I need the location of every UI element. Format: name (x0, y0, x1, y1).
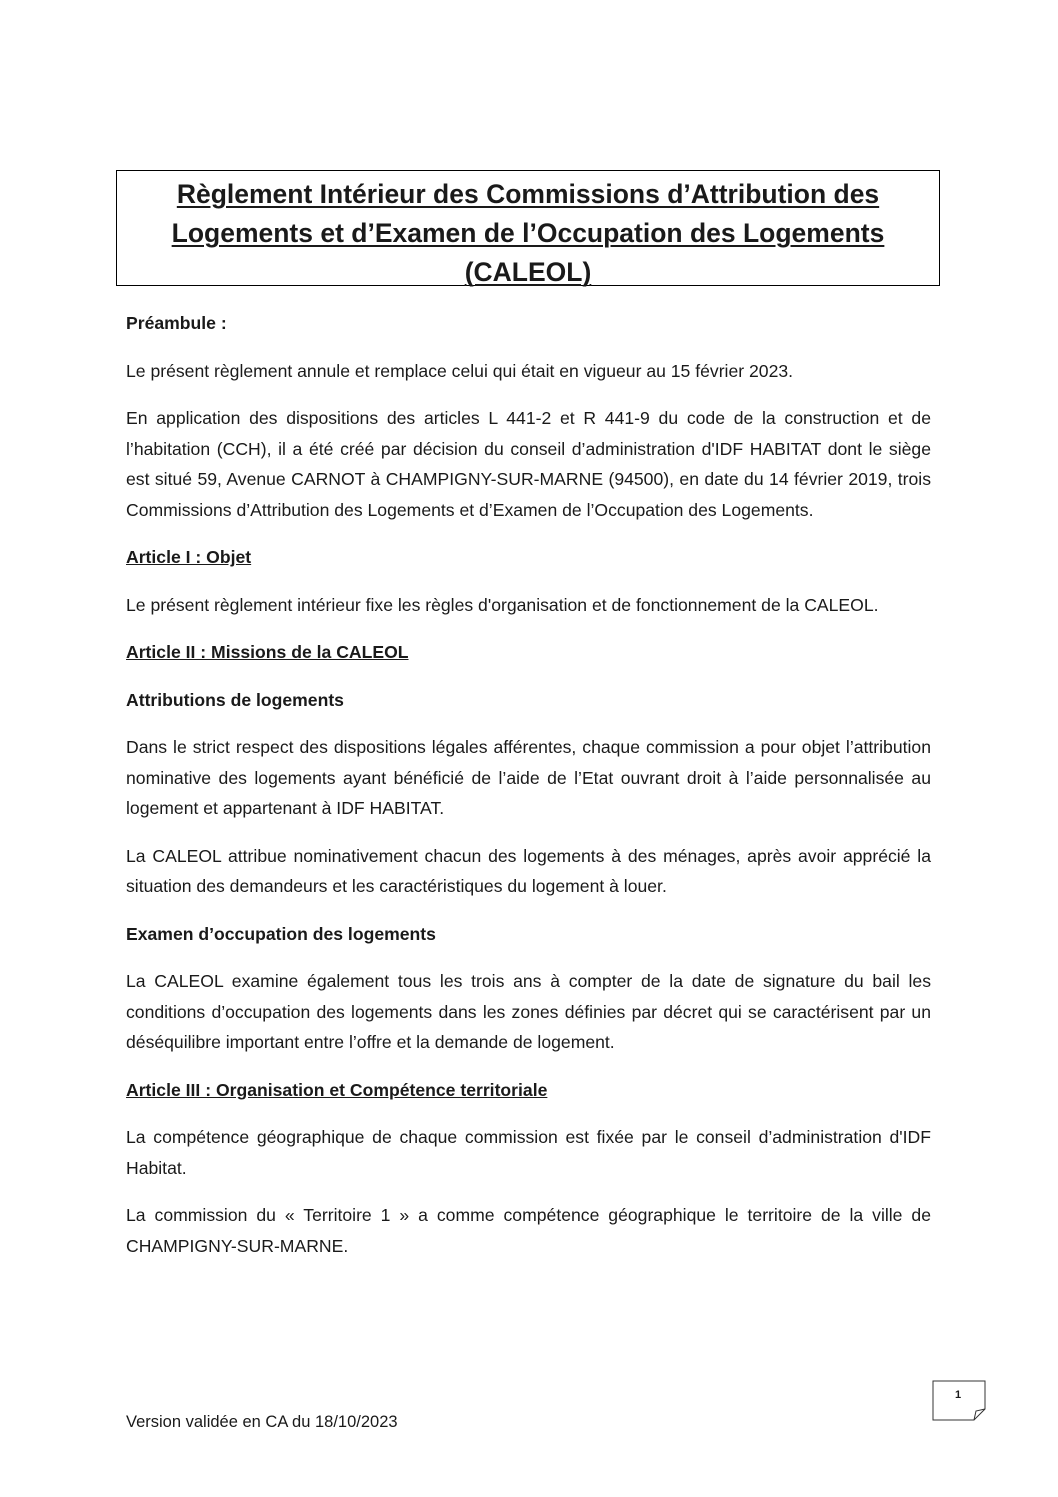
article-2-paragraph-3: La CALEOL examine également tous les trois ans à compter de la date de signature du bail les conditions d’occupation des logements dans les zones définies par décret qui se caractérisent par un déséquilibre important entre l’offre et la demande de logement. (126, 971, 931, 1052)
title-line-1: Règlement Intérieur des Commissions d’Attribution des (176, 179, 880, 209)
document-body (126, 308, 931, 1278)
folded-page-icon (932, 1380, 988, 1422)
page-number: 1 (954, 1389, 962, 1401)
article-3-paragraph-1: La compétence géographique de chaque commission est fixée par le conseil d’administration d'IDF Habitat. (126, 1127, 931, 1178)
document-title (116, 170, 940, 286)
article-2-heading: Article II : Missions de la CALEOL (126, 642, 409, 662)
preambule-paragraph-1: Le présent règlement annule et remplace celui qui était en vigueur au 15 février 2023. (126, 360, 794, 381)
preambule-heading: Préambule : (126, 313, 227, 333)
page-number-box (932, 1380, 986, 1420)
article-1-heading: Article I : Objet (126, 547, 252, 567)
article-3-heading: Article III : Organisation et Compétence territoriale (126, 1079, 548, 1100)
footer-version: Version validée en CA du 18/10/2023 (126, 1413, 398, 1431)
title-line-2: Logements et d’Examen de l’Occupation des Logements (171, 218, 885, 248)
article-2-paragraph-1: Dans le strict respect des dispositions légales afférentes, chaque commission a pour objet l’attribution nominative des logements ayant bénéficié de l’aide de l’Etat ouvrant droit à l’aide personnalisée au logement et appartenant à IDF HABITAT. (126, 737, 931, 818)
article-2-subheading-examen: Examen d’occupation des logements (126, 923, 436, 944)
article-1-paragraph: Le présent règlement intérieur fixe les règles d'organisation et de fonctionnement de la CALEOL. (126, 594, 879, 615)
article-2-paragraph-2: La CALEOL attribue nominativement chacun des logements à des ménages, après avoir apprécié la situation des demandeurs et les caractéristiques du logement à louer. (126, 845, 931, 896)
article-3-paragraph-2: La commission du « Territoire 1 » a comme compétence géographique le territoire de la ville de CHAMPIGNY-SUR-MARNE. (126, 1205, 931, 1256)
article-2-subheading-attributions: Attributions de logements (126, 689, 344, 710)
preambule-paragraph-2: En application des dispositions des articles L 441-2 et R 441-9 du code de la construction et de l’habitation (CCH), il a été créé par décision du conseil d’administration d'IDF HABITAT dont le siège est situé 59, Avenue CARNOT à CHAMPIGNY-SUR-MARNE (94500), en date du 14 février 2019, trois Commissions d’Attribution des Logements et d’Examen de l’Occupation des Logements. (126, 408, 931, 520)
title-line-3: (CALEOL) (464, 257, 592, 287)
